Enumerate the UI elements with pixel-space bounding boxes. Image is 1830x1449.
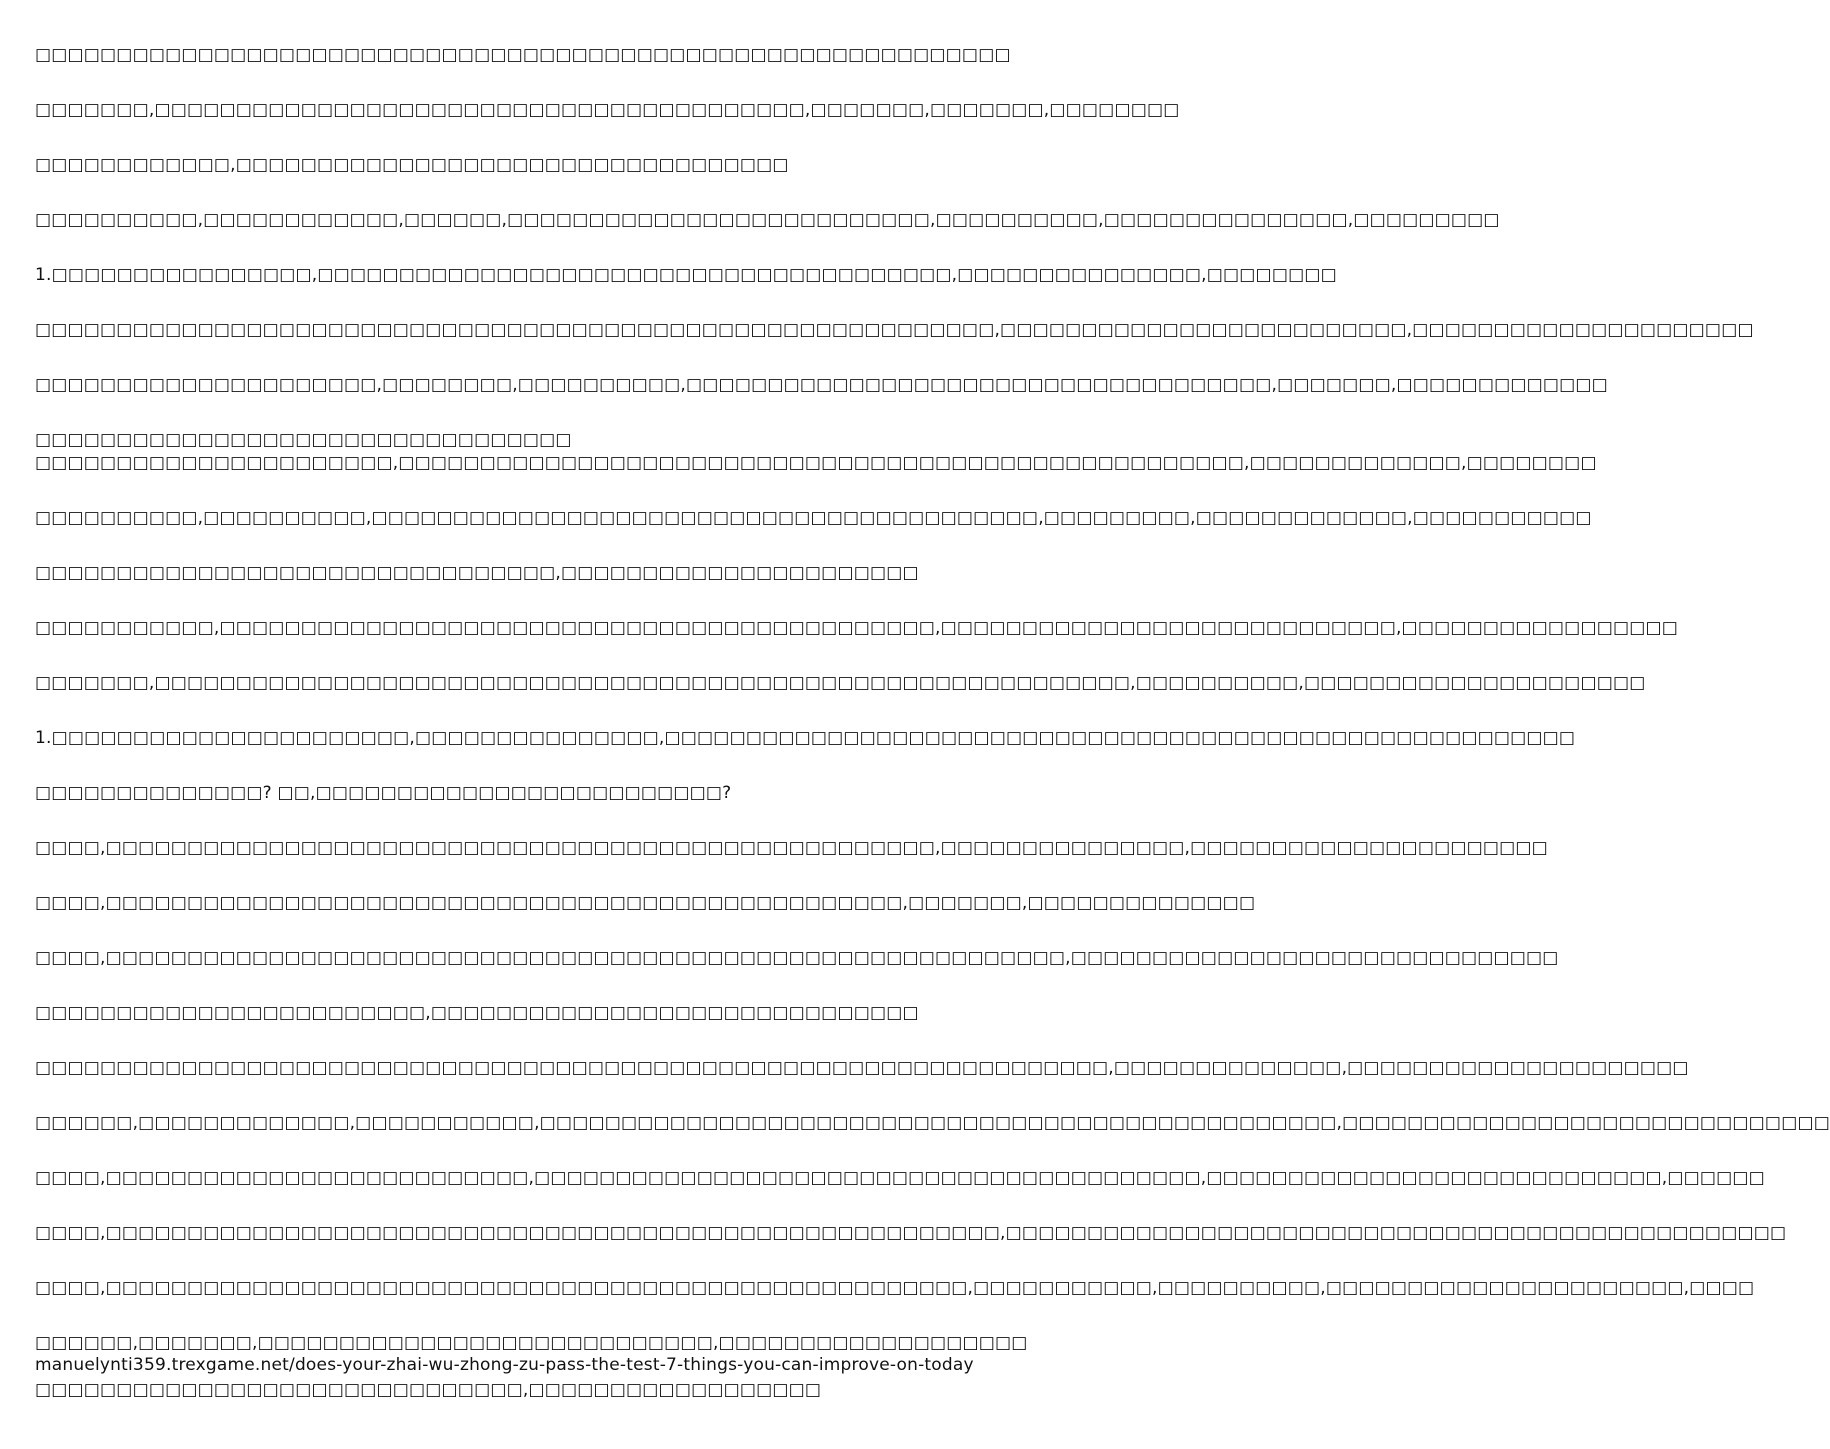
paragraph-17: □□□□,□□□□□□□□□□□□□□□□□□□□□□□□□□□□□□□□□□□□□□□□□□□□□□□□□,□□□□□□□,□□□□□□□□□□□□□□ — [35, 893, 1256, 913]
paragraph-24: □□□□,□□□□□□□□□□□□□□□□□□□□□□□□□□□□□□□□□□□□□□□□□□□□□□□□□□□□□,□□□□□□□□□□□,□□□□□□□□□□,□□□□□□□□□□□□□□□□□□□□□□,□□□□ — [35, 1278, 1755, 1298]
paragraph-14: 1.□□□□□□□□□□□□□□□□□□□□□□,□□□□□□□□□□□□□□□,□□□□□□□□□□□□□□□□□□□□□□□□□□□□□□□□□□□□□□□□□□□□□□□□□□□□□□□□ — [35, 728, 1576, 748]
paragraph-11: □□□□□□□□□□□□□□□□□□□□□□□□□□□□□□□□,□□□□□□□□□□□□□□□□□□□□□□ — [35, 563, 919, 583]
paragraph-18: □□□□,□□□□□□□□□□□□□□□□□□□□□□□□□□□□□□□□□□□□□□□□□□□□□□□□□□□□□□□□□□□,□□□□□□□□□□□□□□□□□□□□□□□□□□□□□□ — [35, 948, 1559, 968]
paragraph-2: □□□□□□□,□□□□□□□□□□□□□□□□□□□□□□□□□□□□□□□□□□□□□□□□,□□□□□□□,□□□□□□□,□□□□□□□□ — [35, 100, 1180, 120]
paragraph-4: □□□□□□□□□□,□□□□□□□□□□□□,□□□□□□,□□□□□□□□□□□□□□□□□□□□□□□□□□,□□□□□□□□□□,□□□□□□□□□□□□□□□,□□□□□□□□□ — [35, 210, 1500, 230]
paragraph-22: □□□□,□□□□□□□□□□□□□□□□□□□□□□□□□□,□□□□□□□□□□□□□□□□□□□□□□□□□□□□□□□□□□□□□□□□□,□□□□□□□□□□□□□□□□□□□□□□□□□□□□,□□□□□□ — [35, 1168, 1765, 1188]
paragraph-13: □□□□□□□,□□□□□□□□□□□□□□□□□□□□□□□□□□□□□□□□□□□□□□□□□□□□□□□□□□□□□□□□□□□□,□□□□□□□□□□,□□□□□□□□□□□□□□□□□□□□□ — [35, 673, 1646, 693]
paragraph-7: □□□□□□□□□□□□□□□□□□□□□,□□□□□□□□,□□□□□□□□□□,□□□□□□□□□□□□□□□□□□□□□□□□□□□□□□□□□□□□,□□□□□□□,□□□□□□□□□□□□□ — [35, 375, 1608, 395]
document-body — [35, 0, 1830, 1449]
paragraph-9: □□□□□□□□□□□□□□□□□□□□□□,□□□□□□□□□□□□□□□□□□□□□□□□□□□□□□□□□□□□□□□□□□□□□□□□□□□□,□□□□□□□□□□□□□,□□□□□□□□ — [35, 453, 1597, 473]
paragraph-6: □□□□□□□□□□□□□□□□□□□□□□□□□□□□□□□□□□□□□□□□□□□□□□□□□□□□□□□□□□□,□□□□□□□□□□□□□□□□□□□□□□□□□,□□□□□□□□□□□□□□□□□□□□□ — [35, 320, 1754, 340]
paragraph-10: □□□□□□□□□□,□□□□□□□□□□,□□□□□□□□□□□□□□□□□□□□□□□□□□□□□□□□□□□□□□□□□,□□□□□□□□□,□□□□□□□□□□□□□,□□□□□□□□□□□ — [35, 508, 1592, 528]
paragraph-23: □□□□,□□□□□□□□□□□□□□□□□□□□□□□□□□□□□□□□□□□□□□□□□□□□□□□□□□□□□□□,□□□□□□□□□□□□□□□□□□□□□□□□□□□□□□□□□□□□□□□□□□□□□□□□ — [35, 1223, 1787, 1243]
paragraph-20: □□□□□□□□□□□□□□□□□□□□□□□□□□□□□□□□□□□□□□□□□□□□□□□□□□□□□□□□□□□□□□□□□□,□□□□□□□□□□□□□□,□□□□□□□□□□□□□□□□□□□□□ — [35, 1058, 1689, 1078]
paragraph-25-with-link[interactable]: □□□□□□,□□□□□□□,□□□□□□□□□□□□□□□□□□□□□□□□□□□□,□□□□□□□□□□□□□□□□□□□ manuelynti359.trexgame.net/does-your-zhai-wu-zhong-zu-pass-the-test-7-things-you-can-improve-on-today — [35, 1333, 1028, 1375]
paragraph-21: □□□□□□,□□□□□□□□□□□□□,□□□□□□□□□□□,□□□□□□□□□□□□□□□□□□□□□□□□□□□□□□□□□□□□□□□□□□□□□□□□□,□□□□□□□□□□□□□□□□□□□□□□□□□□□□□□ — [35, 1113, 1830, 1133]
paragraph-19: □□□□□□□□□□□□□□□□□□□□□□□□,□□□□□□□□□□□□□□□□□□□□□□□□□□□□□□ — [35, 1003, 919, 1023]
paragraph-3: □□□□□□□□□□□□,□□□□□□□□□□□□□□□□□□□□□□□□□□□□□□□□□□ — [35, 155, 789, 175]
paragraph-1: □□□□□□□□□□□□□□□□□□□□□□□□□□□□□□□□□□□□□□□□□□□□□□□□□□□□□□□□□□□□ — [35, 45, 1011, 65]
paragraph-15: □□□□□□□□□□□□□□? □□,□□□□□□□□□□□□□□□□□□□□□□□□□? — [35, 783, 732, 803]
paragraph-12: □□□□□□□□□□□,□□□□□□□□□□□□□□□□□□□□□□□□□□□□□□□□□□□□□□□□□□□□,□□□□□□□□□□□□□□□□□□□□□□□□□□□□,□□□□□□□□□□□□□□□□□ — [35, 618, 1679, 638]
paragraph-5: 1.□□□□□□□□□□□□□□□□,□□□□□□□□□□□□□□□□□□□□□□□□□□□□□□□□□□□□□□□,□□□□□□□□□□□□□□□,□□□□□□□□ — [35, 265, 1337, 285]
paragraph-16: □□□□,□□□□□□□□□□□□□□□□□□□□□□□□□□□□□□□□□□□□□□□□□□□□□□□□□□□,□□□□□□□□□□□□□□□,□□□□□□□□□□□□□□□□□□□□□□ — [35, 838, 1548, 858]
paragraph-26: □□□□□□□□□□□□□□□□□□□□□□□□□□□□□□,□□□□□□□□□□□□□□□□□□ — [35, 1380, 822, 1400]
paragraph-8: □□□□□□□□□□□□□□□□□□□□□□□□□□□□□□□□□ — [35, 430, 572, 450]
